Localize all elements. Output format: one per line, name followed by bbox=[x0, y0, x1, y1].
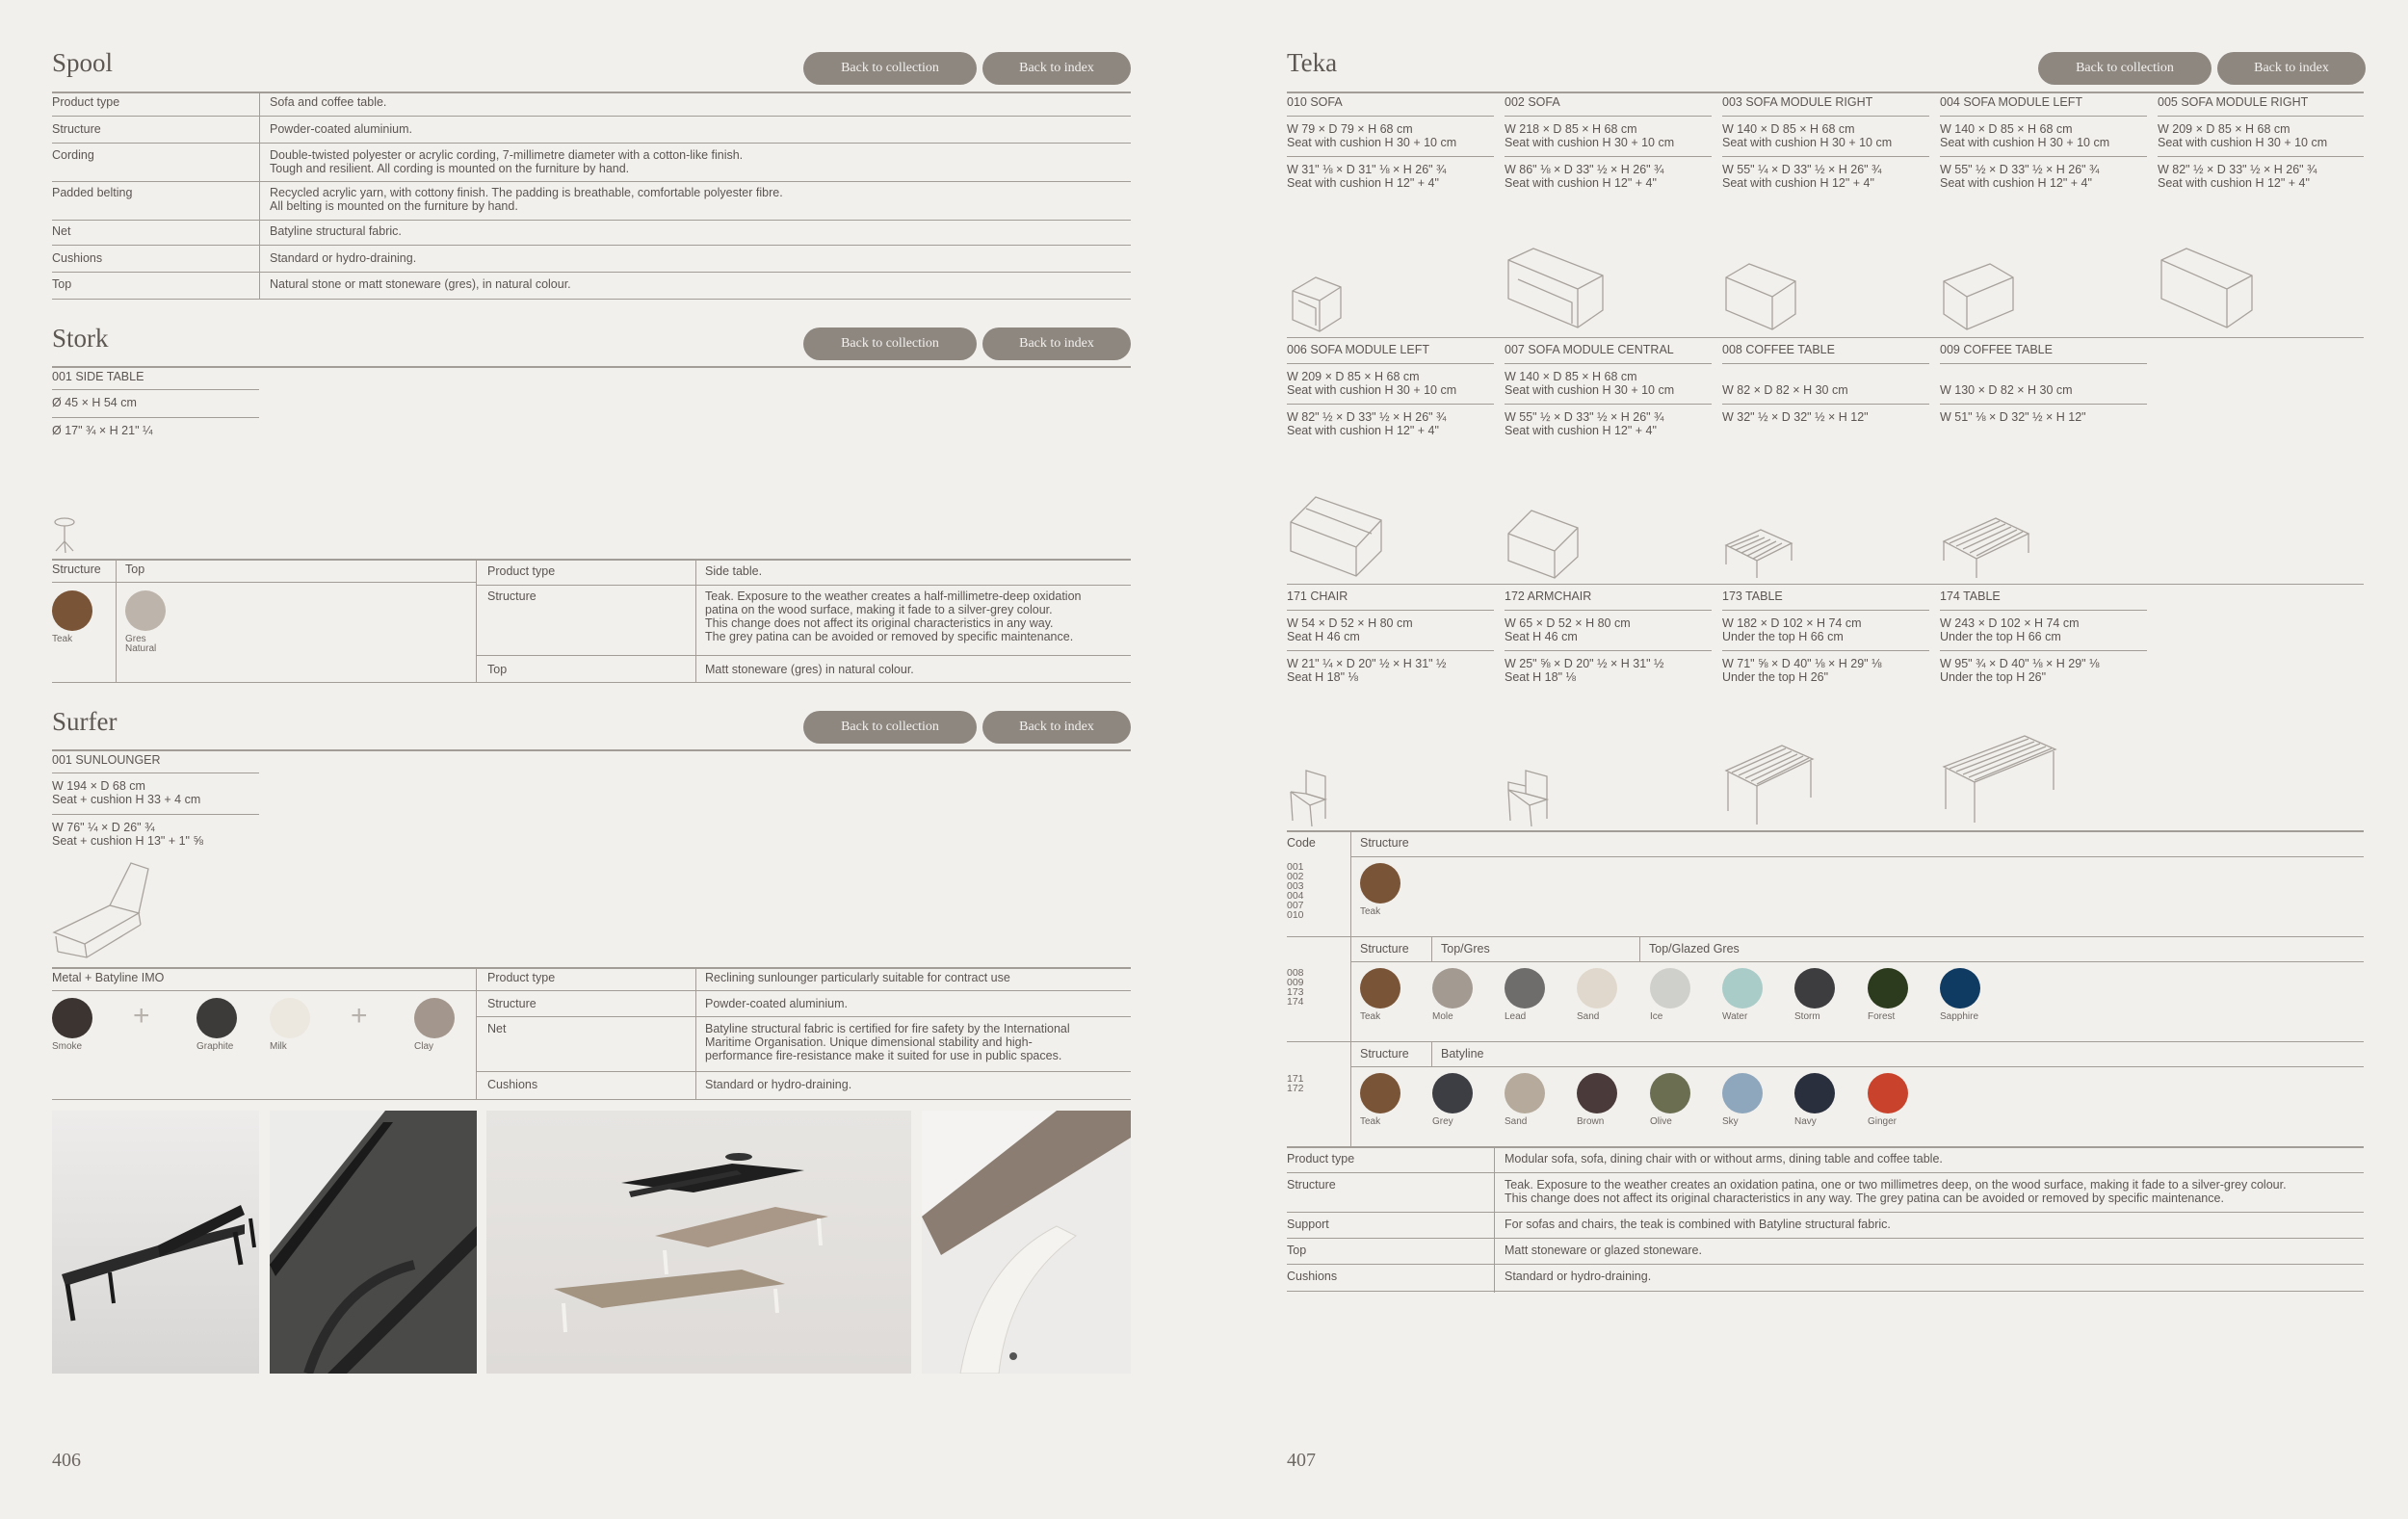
swatch-label: Sand bbox=[1577, 1011, 1600, 1022]
product-name: 005 SOFA MODULE RIGHT bbox=[2158, 95, 2309, 109]
spool-label: Top bbox=[52, 277, 72, 291]
sofa-module-left-icon bbox=[1287, 493, 1387, 582]
divider bbox=[52, 417, 259, 418]
swatch-water bbox=[1722, 968, 1763, 1008]
spool-label: Cushions bbox=[52, 251, 103, 265]
teka-back-to-index-button[interactable]: Back to index bbox=[2217, 52, 2366, 85]
swatch-label: Clay bbox=[414, 1041, 434, 1052]
product-name: 173 TABLE bbox=[1722, 589, 1783, 603]
surfer-product-name: 001 SUNLOUNGER bbox=[52, 753, 161, 767]
spool-value: All belting is mounted on the furniture by hand. bbox=[270, 199, 518, 213]
structure-header: Structure bbox=[1360, 942, 1409, 956]
stork-value: patina on the wood surface, making it fade to a silver-grey colour. bbox=[705, 603, 1053, 616]
swatch-teak bbox=[1360, 968, 1400, 1008]
stork-value: The grey patina can be avoided or removed by specific maintenance. bbox=[705, 630, 1074, 643]
surfer-value: Standard or hydro-draining. bbox=[705, 1078, 852, 1091]
spool-value: Natural stone or matt stoneware (gres), in natural colour. bbox=[270, 277, 571, 291]
divider bbox=[1722, 116, 1929, 117]
divider bbox=[1350, 1066, 2364, 1067]
divider bbox=[52, 366, 1131, 368]
photo-sunlounger-black bbox=[52, 1111, 259, 1374]
divider bbox=[1940, 650, 2147, 651]
spool-label: Padded belting bbox=[52, 186, 133, 199]
swatch-label: Sky bbox=[1722, 1116, 1739, 1127]
swatch-sapphire bbox=[1940, 968, 1980, 1008]
divider bbox=[695, 967, 696, 1100]
divider bbox=[52, 92, 1131, 93]
divider bbox=[1505, 650, 1712, 651]
plus-icon: + bbox=[351, 1000, 368, 1032]
divider bbox=[1287, 584, 2364, 585]
dim-in: W 71" ⅝ × D 40" ⅛ × H 29" ⅛ bbox=[1722, 657, 1882, 670]
sofa-module-right-icon bbox=[2158, 247, 2256, 335]
divider bbox=[52, 990, 476, 991]
teka-value: This change does not affect its original characteristics in any way. The grey patina can be avoided or removed by specific maintenance. bbox=[1505, 1192, 2224, 1205]
dim-cm: W 218 × D 85 × H 68 cm bbox=[1505, 122, 1637, 136]
dim-cm: Under the top H 66 cm bbox=[1722, 630, 1844, 643]
stork-value: Teak. Exposure to the weather creates a half-millimetre-deep oxidation bbox=[705, 589, 1082, 603]
surfer-finish-header: Metal + Batyline IMO bbox=[52, 971, 165, 984]
teka-back-to-collection-button[interactable]: Back to collection bbox=[2038, 52, 2212, 85]
swatch-label: Lead bbox=[1505, 1011, 1527, 1022]
spool-label: Structure bbox=[52, 122, 101, 136]
divider bbox=[52, 143, 1131, 144]
divider bbox=[476, 967, 477, 1100]
spool-label: Product type bbox=[52, 95, 120, 109]
surfer-value: Reclining sunlounger particularly suitable for contract use bbox=[705, 971, 1010, 984]
divider bbox=[52, 299, 1131, 300]
divider bbox=[1350, 961, 2364, 962]
dim-in: W 95" ¾ × D 40" ⅛ × H 29" ⅛ bbox=[1940, 657, 2100, 670]
dim-in: Seat H 18" ⅛ bbox=[1505, 670, 1576, 684]
dim-in: W 51" ⅛ × D 32" ½ × H 12" bbox=[1940, 410, 2086, 424]
page-number: 406 bbox=[52, 1450, 81, 1471]
chair-icon bbox=[1287, 767, 1329, 828]
divider bbox=[1287, 337, 2364, 338]
product-name: 002 SOFA bbox=[1505, 95, 1560, 109]
teka-value: Standard or hydro-draining. bbox=[1505, 1270, 1652, 1283]
stork-dim-cm: Ø 45 × H 54 cm bbox=[52, 396, 137, 409]
swatch-label: Forest bbox=[1868, 1011, 1896, 1022]
divider bbox=[1287, 936, 2364, 937]
spool-value: Tough and resilient. All cording is mounted on the furniture by hand. bbox=[270, 162, 630, 175]
divider bbox=[1287, 1172, 2364, 1173]
divider bbox=[1287, 363, 1494, 364]
finish-codes: 008 009 173 174 bbox=[1287, 967, 1304, 1008]
divider bbox=[1494, 1146, 1495, 1293]
surfer-dim-in: W 76" ¼ × D 26" ¾ bbox=[52, 821, 155, 834]
sofa-module-left-icon bbox=[1940, 260, 2017, 335]
stork-back-to-index-button[interactable]: Back to index bbox=[982, 327, 1131, 360]
divider bbox=[476, 585, 1131, 586]
divider bbox=[1722, 610, 1929, 611]
swatch-label: Teak bbox=[52, 634, 73, 644]
divider bbox=[1722, 363, 1929, 364]
stork-top-header: Top bbox=[125, 563, 145, 576]
coffee-table-icon bbox=[1722, 524, 1795, 582]
side-table-icon bbox=[52, 516, 81, 555]
divider bbox=[476, 1016, 1131, 1017]
dim-cm: W 140 × D 85 × H 68 cm bbox=[1722, 122, 1855, 136]
dim-in: Under the top H 26" bbox=[1722, 670, 1829, 684]
divider bbox=[1287, 650, 1494, 651]
photo-sunlounger-detail bbox=[270, 1111, 477, 1374]
table-icon bbox=[1940, 732, 2059, 828]
dim-cm: W 209 × D 85 × H 68 cm bbox=[2158, 122, 2290, 136]
swatch-sand bbox=[1505, 1073, 1545, 1113]
swatch-ice bbox=[1650, 968, 1690, 1008]
dim-in: Seat with cushion H 12" + 4" bbox=[2158, 176, 2310, 190]
spool-back-to-index-button[interactable]: Back to index bbox=[982, 52, 1131, 85]
left-page bbox=[52, 0, 1131, 1519]
dim-cm: W 130 × D 82 × H 30 cm bbox=[1940, 383, 2073, 397]
divider bbox=[52, 682, 1131, 683]
divider bbox=[1940, 404, 2147, 405]
coffee-table-icon bbox=[1940, 512, 2032, 582]
swatch-label: Gres bbox=[125, 634, 146, 644]
surfer-dim-cm: W 194 × D 68 cm bbox=[52, 779, 145, 793]
divider bbox=[1505, 404, 1712, 405]
dim-cm: Seat with cushion H 30 + 10 cm bbox=[1287, 136, 1457, 149]
dim-in: Under the top H 26" bbox=[1940, 670, 2047, 684]
stork-structure-header: Structure bbox=[52, 563, 101, 576]
dim-cm: Seat with cushion H 30 + 10 cm bbox=[1287, 383, 1457, 397]
divider bbox=[52, 272, 1131, 273]
divider bbox=[52, 814, 259, 815]
divider bbox=[52, 967, 1131, 969]
divider bbox=[476, 559, 477, 682]
dim-cm: Seat H 46 cm bbox=[1287, 630, 1360, 643]
product-name: 008 COFFEE TABLE bbox=[1722, 343, 1835, 356]
swatch-label: Sand bbox=[1505, 1116, 1528, 1127]
spool-value: Recycled acrylic yarn, with cottony finish. The padding is breathable, comfortable polyester fibre. bbox=[270, 186, 783, 199]
dim-cm: Under the top H 66 cm bbox=[1940, 630, 2061, 643]
swatch-label: Olive bbox=[1650, 1116, 1672, 1127]
surfer-dim-cm: Seat + cushion H 33 + 4 cm bbox=[52, 793, 201, 806]
sofa-module-right-icon bbox=[1722, 260, 1799, 335]
swatch-ginger bbox=[1868, 1073, 1908, 1113]
surfer-dim-in: Seat + cushion H 13" + 1" ⅝ bbox=[52, 834, 203, 848]
swatch-label: Grey bbox=[1432, 1116, 1453, 1127]
divider bbox=[52, 1099, 1131, 1100]
divider bbox=[1287, 610, 1494, 611]
swatch-smoke bbox=[52, 998, 92, 1038]
divider bbox=[1940, 156, 2147, 157]
dim-in: W 82" ½ × D 33" ½ × H 26" ¾ bbox=[1287, 410, 1447, 424]
swatch-teak bbox=[52, 590, 92, 631]
stork-label: Structure bbox=[487, 589, 537, 603]
photo-sunloungers-group bbox=[486, 1111, 911, 1374]
code-header: Code bbox=[1287, 836, 1316, 850]
teka-label: Support bbox=[1287, 1218, 1329, 1231]
dim-cm: Seat with cushion H 30 + 10 cm bbox=[1505, 383, 1675, 397]
swatch-sky bbox=[1722, 1073, 1763, 1113]
teka-label: Top bbox=[1287, 1244, 1307, 1257]
swatch-lead bbox=[1505, 968, 1545, 1008]
divider bbox=[2158, 156, 2364, 157]
plus-icon: + bbox=[133, 1000, 150, 1032]
divider bbox=[1287, 1146, 2364, 1148]
dim-cm: Seat with cushion H 30 + 10 cm bbox=[2158, 136, 2328, 149]
product-name: 003 SOFA MODULE RIGHT bbox=[1722, 95, 1873, 109]
product-name: 009 COFFEE TABLE bbox=[1940, 343, 2053, 356]
divider bbox=[1940, 610, 2147, 611]
divider bbox=[1505, 363, 1712, 364]
swatch-label: Graphite bbox=[196, 1041, 234, 1052]
divider bbox=[1287, 116, 1494, 117]
divider bbox=[52, 582, 476, 583]
swatch-forest bbox=[1868, 968, 1908, 1008]
stork-label: Top bbox=[487, 663, 508, 676]
spool-value: Powder-coated aluminium. bbox=[270, 122, 412, 136]
divider bbox=[695, 559, 696, 682]
spool-label: Net bbox=[52, 224, 71, 238]
swatch-olive bbox=[1650, 1073, 1690, 1113]
dim-in: Seat with cushion H 12" + 4" bbox=[1505, 176, 1657, 190]
divider bbox=[52, 116, 1131, 117]
divider bbox=[1505, 610, 1712, 611]
structure-header: Structure bbox=[1360, 836, 1409, 850]
armchair-sofa-icon bbox=[1287, 272, 1345, 335]
dim-cm: W 82 × D 82 × H 30 cm bbox=[1722, 383, 1848, 397]
divider bbox=[1287, 92, 2364, 93]
dim-cm: W 79 × D 79 × H 68 cm bbox=[1287, 122, 1413, 136]
spool-back-to-collection-button[interactable]: Back to collection bbox=[803, 52, 977, 85]
divider bbox=[52, 559, 1131, 561]
teka-label: Cushions bbox=[1287, 1270, 1338, 1283]
swatch-gres-natural bbox=[125, 590, 166, 631]
dim-cm: W 140 × D 85 × H 68 cm bbox=[1940, 122, 2073, 136]
dim-in: Seat with cushion H 12" + 4" bbox=[1722, 176, 1874, 190]
teka-value: Teak. Exposure to the weather creates an oxidation patina, one or two millimetres deep, on the wood surface, making it fade to a silver-grey colour. bbox=[1505, 1178, 2287, 1192]
product-name: 004 SOFA MODULE LEFT bbox=[1940, 95, 2082, 109]
divider bbox=[1287, 404, 1494, 405]
stork-value: Side table. bbox=[705, 564, 763, 578]
product-name: 010 SOFA bbox=[1287, 95, 1343, 109]
stork-label: Product type bbox=[487, 564, 556, 578]
divider bbox=[1287, 156, 1494, 157]
swatch-navy bbox=[1794, 1073, 1835, 1113]
divider bbox=[476, 655, 1131, 656]
divider bbox=[2158, 116, 2364, 117]
product-name: 171 CHAIR bbox=[1287, 589, 1348, 603]
divider bbox=[1287, 1212, 2364, 1213]
dim-in: W 55" ½ × D 33" ½ × H 26" ¾ bbox=[1505, 410, 1664, 424]
dim-cm: W 65 × D 52 × H 80 cm bbox=[1505, 616, 1631, 630]
spool-value: Standard or hydro-draining. bbox=[270, 251, 417, 265]
swatch-label: Storm bbox=[1794, 1011, 1820, 1022]
dim-in: Seat with cushion H 12" + 4" bbox=[1287, 424, 1439, 437]
swatch-label: Teak bbox=[1360, 1011, 1381, 1022]
swatch-brown bbox=[1577, 1073, 1617, 1113]
spool-title: Spool bbox=[52, 48, 114, 77]
divider bbox=[1431, 936, 1432, 961]
swatch-label: Ice bbox=[1650, 1011, 1663, 1022]
divider bbox=[1287, 1238, 2364, 1239]
divider bbox=[1350, 856, 2364, 857]
swatch-teak bbox=[1360, 1073, 1400, 1113]
swatch-teak bbox=[1360, 863, 1400, 904]
divider bbox=[52, 389, 259, 390]
swatch-label: Teak bbox=[1360, 906, 1381, 917]
dim-cm: W 243 × D 102 × H 74 cm bbox=[1940, 616, 2080, 630]
divider bbox=[1287, 830, 2364, 832]
swatch-graphite bbox=[196, 998, 237, 1038]
dim-in: W 31" ⅛ × D 31" ⅛ × H 26" ¾ bbox=[1287, 163, 1447, 176]
swatch-label: Natural bbox=[125, 643, 157, 654]
teka-label: Product type bbox=[1287, 1152, 1355, 1165]
swatch-label: Navy bbox=[1794, 1116, 1817, 1127]
dim-in: W 21" ¼ × D 20" ½ × H 31" ½ bbox=[1287, 657, 1447, 670]
dim-in: Seat with cushion H 12" + 4" bbox=[1505, 424, 1657, 437]
dim-cm: W 140 × D 85 × H 68 cm bbox=[1505, 370, 1637, 383]
divider bbox=[1431, 1041, 1432, 1066]
dim-cm: Seat with cushion H 30 + 10 cm bbox=[1940, 136, 2110, 149]
surfer-value: Batyline structural fabric is certified for fire safety by the International bbox=[705, 1022, 1070, 1035]
divider bbox=[1287, 1041, 2364, 1042]
right-page bbox=[1287, 0, 2364, 1519]
finish-codes: 171 172 bbox=[1287, 1073, 1304, 1094]
dim-in: W 82" ½ × D 33" ½ × H 26" ¾ bbox=[2158, 163, 2317, 176]
dim-in: Seat with cushion H 12" + 4" bbox=[1940, 176, 2092, 190]
swatch-storm bbox=[1794, 968, 1835, 1008]
teka-title: Teka bbox=[1287, 48, 1338, 77]
swatch-label: Smoke bbox=[52, 1041, 83, 1052]
divider bbox=[1287, 1264, 2364, 1265]
spool-value: Batyline structural fabric. bbox=[270, 224, 402, 238]
divider bbox=[52, 245, 1131, 246]
product-name: 174 TABLE bbox=[1940, 589, 2001, 603]
divider bbox=[1350, 830, 1351, 1146]
dim-in: W 25" ⅝ × D 20" ½ × H 31" ½ bbox=[1505, 657, 1664, 670]
product-name: 006 SOFA MODULE LEFT bbox=[1287, 343, 1429, 356]
stork-back-to-collection-button[interactable]: Back to collection bbox=[803, 327, 977, 360]
divider bbox=[259, 92, 260, 300]
product-name: 172 ARMCHAIR bbox=[1505, 589, 1592, 603]
swatch-label: Water bbox=[1722, 1011, 1748, 1022]
divider bbox=[52, 220, 1131, 221]
spool-label: Cording bbox=[52, 148, 94, 162]
divider bbox=[1722, 650, 1929, 651]
sunlounger-icon bbox=[52, 855, 171, 961]
surfer-title: Surfer bbox=[52, 707, 118, 736]
swatch-grey bbox=[1432, 1073, 1473, 1113]
surfer-label: Product type bbox=[487, 971, 556, 984]
dim-in: W 32" ½ × D 32" ½ × H 12" bbox=[1722, 410, 1869, 424]
divider bbox=[1505, 156, 1712, 157]
page-number: 407 bbox=[1287, 1450, 1316, 1471]
divider bbox=[1287, 1291, 2364, 1292]
armchair-icon bbox=[1505, 767, 1551, 828]
stork-title: Stork bbox=[52, 324, 109, 353]
stork-value: This change does not affect its original characteristics in any way. bbox=[705, 616, 1054, 630]
swatch-label: Milk bbox=[270, 1041, 287, 1052]
divider bbox=[476, 990, 1131, 991]
dim-cm: Seat H 46 cm bbox=[1505, 630, 1578, 643]
surfer-label: Cushions bbox=[487, 1078, 538, 1091]
stork-dim-in: Ø 17" ¾ × H 21" ¼ bbox=[52, 424, 153, 437]
divider bbox=[1940, 116, 2147, 117]
swatch-label: Ginger bbox=[1868, 1116, 1898, 1127]
dim-in: W 55" ½ × D 33" ½ × H 26" ¾ bbox=[1940, 163, 2100, 176]
stork-value: Matt stoneware (gres) in natural colour. bbox=[705, 663, 914, 676]
divider bbox=[52, 181, 1131, 182]
swatch-label: Mole bbox=[1432, 1011, 1453, 1022]
stork-product-name: 001 SIDE TABLE bbox=[52, 370, 144, 383]
swatch-label: Teak bbox=[1360, 1116, 1381, 1127]
divider bbox=[1722, 156, 1929, 157]
surfer-value: Maritime Organisation. Unique dimensional stability and high- bbox=[705, 1035, 1033, 1049]
surfer-back-to-index-button[interactable]: Back to index bbox=[982, 711, 1131, 744]
structure-header: Structure bbox=[1360, 1047, 1409, 1061]
dim-cm: Seat with cushion H 30 + 10 cm bbox=[1505, 136, 1675, 149]
table-icon bbox=[1722, 742, 1815, 828]
swatch-mole bbox=[1432, 968, 1473, 1008]
surfer-value: Powder-coated aluminium. bbox=[705, 997, 848, 1010]
dim-cm: W 54 × D 52 × H 80 cm bbox=[1287, 616, 1413, 630]
divider bbox=[1639, 936, 1640, 961]
dim-in: Seat H 18" ⅛ bbox=[1287, 670, 1358, 684]
finish-codes: 001 002 003 004 007 010 bbox=[1287, 861, 1304, 921]
dim-cm: W 182 × D 102 × H 74 cm bbox=[1722, 616, 1862, 630]
surfer-label: Structure bbox=[487, 997, 537, 1010]
swatch-clay bbox=[414, 998, 455, 1038]
swatch-label: Brown bbox=[1577, 1116, 1605, 1127]
sofa-icon bbox=[1505, 247, 1607, 335]
product-name: 007 SOFA MODULE CENTRAL bbox=[1505, 343, 1674, 356]
dim-in: W 86" ⅛ × D 33" ½ × H 26" ¾ bbox=[1505, 163, 1664, 176]
teka-label: Structure bbox=[1287, 1178, 1336, 1192]
batyline-header: Batyline bbox=[1441, 1047, 1484, 1061]
divider bbox=[1722, 404, 1929, 405]
divider bbox=[1505, 116, 1712, 117]
surfer-value: performance fire-resistance make it suited for use in public spaces. bbox=[705, 1049, 1062, 1062]
swatch-sand bbox=[1577, 968, 1617, 1008]
divider bbox=[116, 559, 117, 682]
spool-value: Double-twisted polyester or acrylic cording, 7-millimetre diameter with a cotton-like finish. bbox=[270, 148, 744, 162]
swatch-milk bbox=[270, 998, 310, 1038]
dim-cm: Seat with cushion H 30 + 10 cm bbox=[1722, 136, 1893, 149]
divider bbox=[52, 749, 1131, 751]
teka-value: Modular sofa, sofa, dining chair with or without arms, dining table and coffee table. bbox=[1505, 1152, 1943, 1165]
dim-cm: W 209 × D 85 × H 68 cm bbox=[1287, 370, 1420, 383]
glazed-gres-header: Top/Glazed Gres bbox=[1649, 942, 1740, 956]
divider bbox=[1940, 363, 2147, 364]
teka-value: Matt stoneware or glazed stoneware. bbox=[1505, 1244, 1702, 1257]
swatch-label: Sapphire bbox=[1940, 1011, 1979, 1022]
sofa-module-central-icon bbox=[1505, 507, 1582, 582]
spool-value: Sofa and coffee table. bbox=[270, 95, 387, 109]
dim-in: Seat with cushion H 12" + 4" bbox=[1287, 176, 1439, 190]
photo-sunlounger-frame-detail bbox=[922, 1111, 1131, 1374]
surfer-label: Net bbox=[487, 1022, 507, 1035]
dim-in: W 55" ¼ × D 33" ½ × H 26" ¾ bbox=[1722, 163, 1882, 176]
teka-value: For sofas and chairs, the teak is combined with Batyline structural fabric. bbox=[1505, 1218, 1891, 1231]
surfer-back-to-collection-button[interactable]: Back to collection bbox=[803, 711, 977, 744]
gres-header: Top/Gres bbox=[1441, 942, 1490, 956]
divider bbox=[476, 1071, 1131, 1072]
